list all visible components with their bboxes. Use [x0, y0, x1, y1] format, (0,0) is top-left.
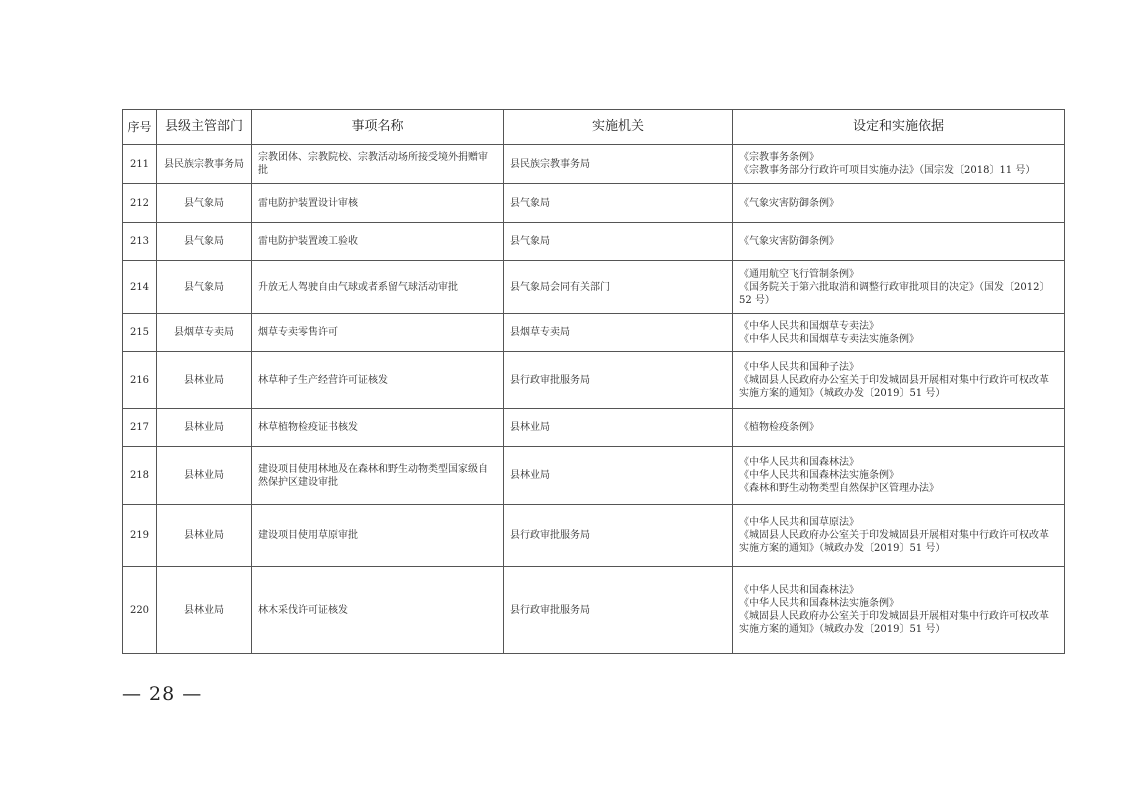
row-department: 县气象局 [157, 223, 252, 261]
row-item-name: 林草种子生产经营许可证核发 [252, 352, 504, 409]
row-serial: 218 [123, 447, 157, 505]
row-department: 县林业局 [157, 505, 252, 567]
row-department: 县林业局 [157, 409, 252, 447]
row-agency: 县林业局 [504, 409, 733, 447]
row-item-name: 烟草专卖零售许可 [252, 314, 504, 352]
basis-line: 《中华人民共和国烟草专卖法实施条例》 [739, 333, 919, 345]
row-department: 县林业局 [157, 447, 252, 505]
row-basis [733, 505, 1065, 567]
table-row [123, 223, 1065, 261]
row-department: 县气象局 [157, 261, 252, 314]
basis-line: 《国务院关于第六批取消和调整行政审批项目的决定》（国发〔2012〕52 号） [739, 281, 1050, 306]
basis-line: 《中华人民共和国草原法》 [739, 517, 859, 528]
header-basis: 设定和实施依据 [733, 110, 1065, 145]
row-agency: 县行政审批服务局 [504, 505, 733, 567]
basis-line: 《中华人民共和国森林法实施条例》 [739, 470, 899, 481]
row-serial: 212 [123, 184, 157, 223]
row-agency: 县气象局会同有关部门 [504, 261, 733, 314]
basis-line: 《气象灾害防御条例》 [739, 197, 839, 209]
table-row [123, 145, 1065, 184]
row-basis [733, 447, 1065, 505]
basis-line: 《气象灾害防御条例》 [739, 236, 839, 247]
row-item-name: 建设项目使用林地及在森林和野生动物类型国家级自然保护区建设审批 [252, 447, 504, 505]
basis-line: 《城固县人民政府办公室关于印发城固县开展相对集中行政许可权改革实施方案的通知》（城政办发〔2019〕51 号） [739, 374, 1049, 399]
basis-line: 《中华人民共和国森林法》 [739, 457, 859, 468]
row-basis [733, 223, 1065, 261]
basis-line: 《中华人民共和国烟草专卖法》 [739, 320, 879, 332]
row-department: 县气象局 [157, 184, 252, 223]
row-agency: 县气象局 [504, 223, 733, 261]
row-basis [733, 261, 1065, 314]
header-serial: 序号 [123, 110, 157, 145]
table-row [123, 567, 1065, 654]
row-agency: 县民族宗教事务局 [504, 145, 733, 184]
row-serial: 219 [123, 505, 157, 567]
row-department: 县林业局 [157, 352, 252, 409]
row-department: 县烟草专卖局 [157, 314, 252, 352]
row-item-name: 升放无人驾驶自由气球或者系留气球活动审批 [252, 261, 504, 314]
table-row [123, 184, 1065, 223]
page-number: — 28 — [122, 683, 203, 705]
table-row [123, 409, 1065, 447]
row-basis [733, 184, 1065, 223]
basis-line: 《中华人民共和国种子法》 [739, 361, 859, 373]
row-agency: 县烟草专卖局 [504, 314, 733, 352]
basis-line: 《森林和野生动物类型自然保护区管理办法》 [739, 483, 939, 494]
basis-line: 《城固县人民政府办公室关于印发城固县开展相对集中行政许可权改革实施方案的通知》（城政办发〔2019〕51 号） [739, 530, 1049, 554]
row-item-name: 宗教团体、宗教院校、宗教活动场所接受境外捐赠审批 [252, 145, 504, 184]
row-basis [733, 567, 1065, 654]
row-agency: 县林业局 [504, 447, 733, 505]
permit-items-table [122, 109, 1065, 654]
row-serial: 211 [123, 145, 157, 184]
table-row [123, 505, 1065, 567]
row-basis [733, 409, 1065, 447]
header-department: 县级主管部门 [157, 110, 252, 145]
table-header-row [123, 110, 1065, 145]
row-department: 县林业局 [157, 567, 252, 654]
basis-line: 《城固县人民政府办公室关于印发城固县开展相对集中行政许可权改革实施方案的通知》（城政办发〔2019〕51 号） [739, 611, 1049, 635]
row-basis [733, 145, 1065, 184]
row-agency: 县行政审批服务局 [504, 352, 733, 409]
basis-line: 《中华人民共和国森林法》 [739, 585, 859, 596]
table-row [123, 261, 1065, 314]
row-item-name: 雷电防护装置竣工验收 [252, 223, 504, 261]
basis-line: 《中华人民共和国森林法实施条例》 [739, 598, 899, 609]
row-item-name: 林草植物检疫证书核发 [252, 409, 504, 447]
basis-line: 《植物检疫条例》 [739, 422, 819, 433]
row-serial: 220 [123, 567, 157, 654]
row-serial: 216 [123, 352, 157, 409]
basis-line: 《宗教事务部分行政许可项目实施办法》（国宗发〔2018〕11 号） [739, 165, 1036, 176]
row-agency: 县气象局 [504, 184, 733, 223]
header-agency: 实施机关 [504, 110, 733, 145]
header-item-name: 事项名称 [252, 110, 504, 145]
row-item-name: 雷电防护装置设计审核 [252, 184, 504, 223]
table-row [123, 352, 1065, 409]
table-row [123, 447, 1065, 505]
row-agency: 县行政审批服务局 [504, 567, 733, 654]
row-basis [733, 314, 1065, 352]
row-basis [733, 352, 1065, 409]
table-row [123, 314, 1065, 352]
row-serial: 215 [123, 314, 157, 352]
row-item-name: 建设项目使用草原审批 [252, 505, 504, 567]
basis-line: 《通用航空飞行管制条例》 [739, 268, 859, 280]
basis-line: 《宗教事务条例》 [739, 152, 819, 163]
row-serial: 213 [123, 223, 157, 261]
row-serial: 214 [123, 261, 157, 314]
row-serial: 217 [123, 409, 157, 447]
row-department: 县民族宗教事务局 [157, 145, 252, 184]
row-item-name: 林木采伐许可证核发 [252, 567, 504, 654]
